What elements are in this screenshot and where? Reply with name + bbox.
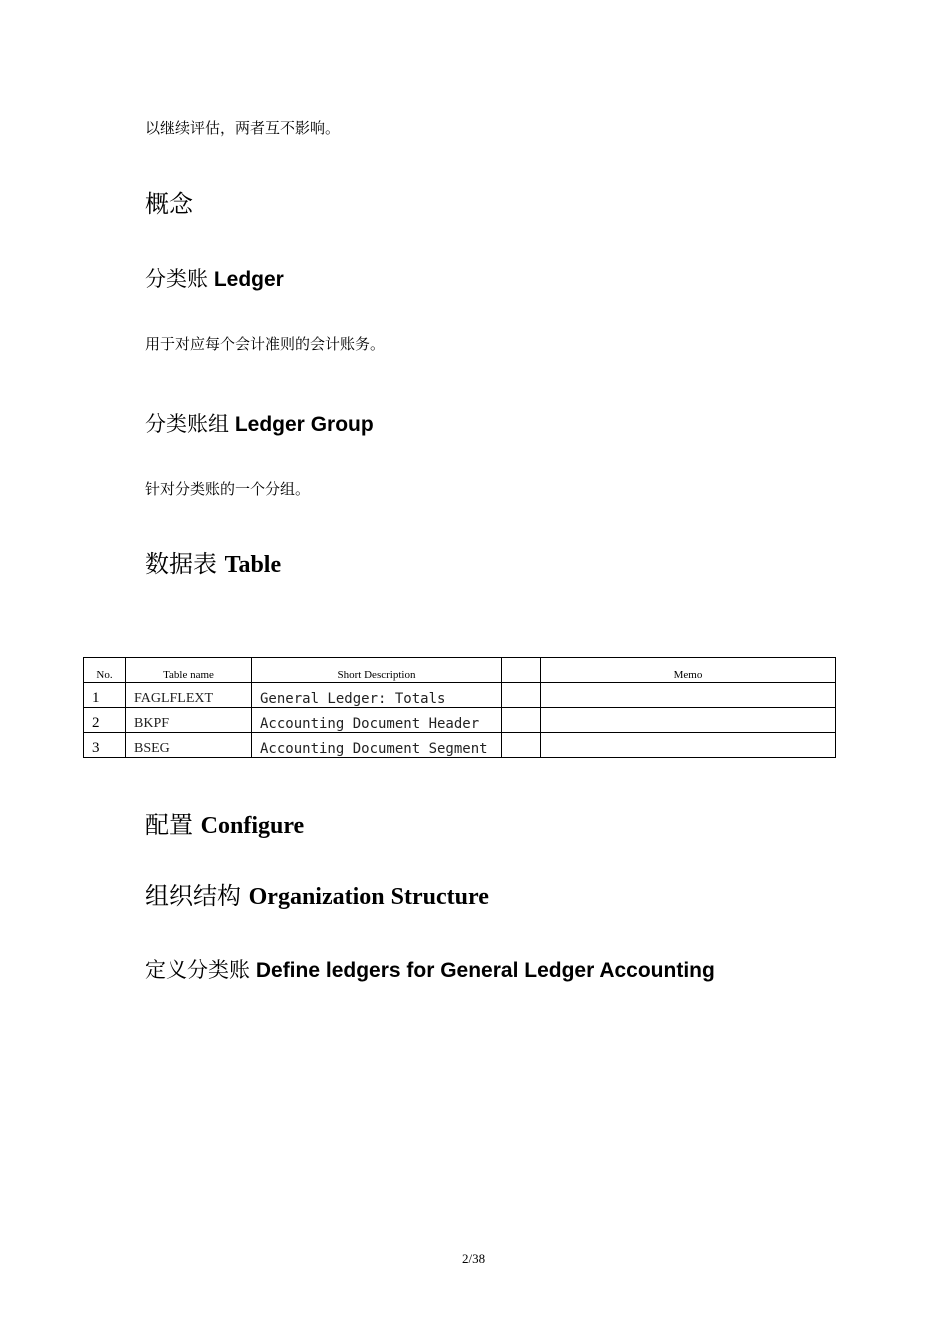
heading-configure [145, 809, 304, 842]
cell-no: 3 [84, 733, 126, 758]
heading-ledger-group [145, 410, 374, 439]
table-row [84, 733, 836, 758]
cell-short-description: General Ledger: Totals [252, 683, 502, 708]
table-row [84, 708, 836, 733]
cell-memo [541, 708, 836, 733]
heading-ledger-group-cjk: 分类账组 [145, 412, 229, 436]
cell-table-name: FAGLFLEXT [126, 683, 252, 708]
cell-blank [502, 708, 541, 733]
col-header-blank [502, 658, 541, 683]
cell-blank [502, 733, 541, 758]
heading-ledger-cjk: 分类账 [145, 267, 208, 291]
heading-ledger-latin: Ledger [213, 268, 284, 291]
col-header-memo: Memo [541, 658, 836, 683]
heading-concept: 概念 [145, 190, 193, 218]
heading-organization-structure [145, 880, 489, 913]
data-table [83, 657, 836, 758]
intro-paragraph: 以继续评估，两者互不影响。 [145, 119, 341, 137]
col-header-table-name: Table name [126, 658, 252, 683]
ledger-description: 用于对应每个会计准则的会计账务。 [145, 335, 386, 353]
page-number: 2/38 [462, 1251, 486, 1266]
heading-org-cjk: 组织结构 [145, 882, 241, 910]
heading-define-latin: Define ledgers for General Ledger Accounting [255, 959, 715, 982]
heading-table-latin: Table [224, 552, 282, 578]
heading-configure-cjk: 配置 [145, 811, 193, 839]
cell-short-description: Accounting Document Segment [252, 733, 502, 758]
cell-memo [541, 733, 836, 758]
table-row [84, 683, 836, 708]
heading-org-latin: Organization Structure [248, 884, 489, 910]
table-header-row [84, 658, 836, 683]
cell-no: 2 [84, 708, 126, 733]
heading-configure-latin: Configure [200, 813, 305, 839]
cell-short-description: Accounting Document Header [252, 708, 502, 733]
cell-memo [541, 683, 836, 708]
heading-ledger-group-latin: Ledger Group [234, 413, 374, 436]
cell-no: 1 [84, 683, 126, 708]
heading-table [145, 548, 281, 581]
cell-table-name: BSEG [126, 733, 252, 758]
col-header-short-description: Short Description [252, 658, 502, 683]
col-header-no: No. [84, 658, 126, 683]
cell-blank [502, 683, 541, 708]
heading-table-cjk: 数据表 [145, 550, 217, 578]
ledger-group-description: 针对分类账的一个分组。 [145, 480, 311, 498]
heading-ledger [145, 265, 284, 294]
cell-table-name: BKPF [126, 708, 252, 733]
heading-define-ledgers [145, 956, 715, 985]
heading-define-cjk: 定义分类账 [145, 958, 250, 982]
